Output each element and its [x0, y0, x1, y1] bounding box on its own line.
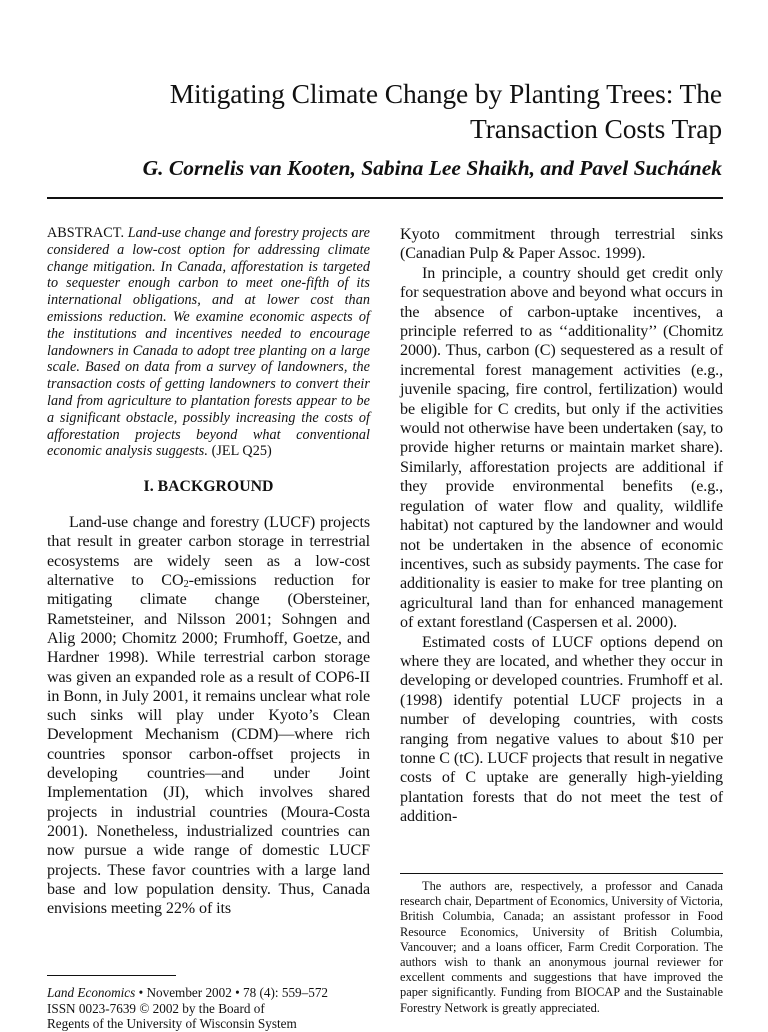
body-paragraph-3: Estimated costs of LUCF options depend on where they are located, and whether they occur in developing or developed countries. Frumhoff et al. (1998) identify potential LUCF projects in a number of developing countries, with costs ranging from negative values to about $10 per tonne C (tC). LUCF projects that result in negative costs of C uptake are generally high-yielding plantation forests that do not meet the test of addition- [400, 633, 723, 826]
paragraph-1-text-a: Land-use change and forestry (LUCF) projects that result in greater carbon storage in terrestrial ecosystems are widely seen as a low-cost alternative to CO [47, 514, 370, 590]
body-paragraph-1 [47, 513, 370, 918]
title-line-1: Mitigating Climate Change by Planting Trees: The [169, 78, 722, 109]
journal-issn: ISSN 0023-7639 © 2002 by the Board of [47, 1000, 265, 1016]
left-column [47, 225, 370, 918]
title-line-2: Transaction Costs Trap [470, 113, 722, 144]
journal-name: Land Economics [47, 985, 136, 1000]
section-heading: I. BACKGROUND [143, 478, 274, 496]
author-footnote: The authors are, respectively, a professor and Canada research chair, Department of Economics, University of Victoria, British Columbia, Canada; an assistant professor in Food Resource Economics, University of British Columbia, Vancouver; and a loans officer, Farm Credit Corporation. The authors wish to thank an anonymous journal reviewer for excellent comments and suggestions that have improved the paper significantly. Funding from BIOCAP and the Sustainable Forestry Network is greatly appreciated. [400, 879, 723, 1015]
journal-rule [47, 975, 176, 976]
author-list: G. Cornelis van Kooten, Sabina Lee Shaikh, and Pavel Suchánek [142, 156, 722, 180]
abstract [47, 225, 370, 460]
journal-issue: • November 2002 • 78 (4): 559–572 [135, 985, 329, 1000]
co2-subscript: 2 [183, 579, 189, 591]
journal-citation [47, 985, 377, 1001]
abstract-label: ABSTRACT. [47, 225, 125, 241]
right-column [400, 225, 723, 827]
body-paragraph-2: In principle, a country should get credit only for sequestration above and beyond what occurs in the absence of carbon-uptake incentives, a principle referred to as ‘‘additionality’’ (Chomitz 2000). Thus, carbon (C) sequestered as a result of incremental forest management activities (e.g., juvenile spacing, fire control, fertilization) would be eligible for C credits, but only if the activities would not otherwise have been undertaken (say, to provide higher returns or maintain market share). Similarly, afforestation projects are additional if they provide environmental benefits (e.g., regulation of water flow and quality, wildlife habitat) not captured by the landowner and would not be undertaken in the absence of economic incentives, such as subsidy payments. The case for additionality is easier to make for tree planting on agricultural land than for enhanced management of extant forestland (Caspersen et al. 2000). [400, 264, 723, 632]
body-paragraph-1-continued: Kyoto commitment through terrestrial sinks (Canadian Pulp & Paper Assoc. 1999). [400, 226, 723, 263]
jel-code: (JEL Q25) [211, 443, 272, 460]
header-rule [47, 197, 723, 199]
article-title [60, 76, 722, 146]
footnote-rule [400, 873, 723, 874]
journal-copyright: Regents of the University of Wisconsin System [47, 1016, 297, 1031]
abstract-text: Land-use change and forestry projects are considered a low-cost option for addressing climate change mitigation. In Canada, afforestation is targeted to sequester enough carbon to meet one-fifth of its international obligations, and at lower cost than emissions reduction. We examine economic aspects of the institutions and incentives needed to encourage landowners in Canada to adopt tree planting on a large scale. Based on data from a survey of landowners, the transaction costs of getting landowners to convert their land from agriculture to plantation forests appear to be a significant obstacle, possibly increasing the costs of afforestation projects beyond what conventional economic analysis suggests. [47, 225, 370, 460]
journal-info [47, 985, 377, 1032]
paragraph-1-text-b: -emissions reduction for mitigating climate change (Obersteiner, Rametsteiner, and Nilsson 2001; Sohngen and Alig 2000; Chomitz 2000; Frumhoff, Goetze, and Hardner 1998). While terrestrial carbon storage was given an expanded role as a result of COP6-II in Bonn, in July 2001, it remains unclear what role such sinks will play under Kyoto’s Clean Development Mechanism (CDM)—where rich countries sponsor carbon-offset projects in developing countries—and under Joint Implementation (JI), which involves shared projects in industrial countries (Moura-Costa 2001). Nonetheless, industrialized countries can now pursue a wide range of domestic LUCF projects. These favor countries with a large land base and low population density. Thus, Canada envisions meeting 22% of its [47, 572, 370, 918]
